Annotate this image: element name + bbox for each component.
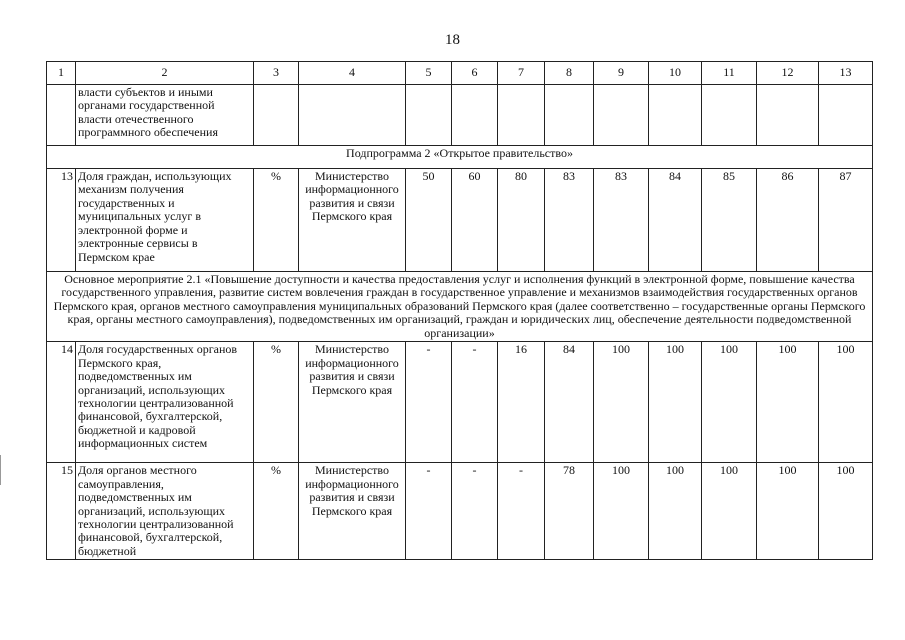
header-col-2: 2	[76, 62, 254, 85]
indicators-table	[46, 61, 873, 560]
value-cell: 100	[649, 342, 702, 463]
value-cell: 100	[594, 342, 649, 463]
indicator-name: власти субъектов и иными органами государственной власти отечественного программного обеспечения	[76, 85, 254, 146]
header-col-10: 10	[649, 62, 702, 85]
value-cell: 84	[545, 342, 594, 463]
main-event-title: Основное мероприятие 2.1 «Повышение доступности и качества предоставления услуг и исполнения функций в электронной форме, повышение качества государственного управления, развитие систем вовлечения граждан в государственное управление и механизмов взаимодействия государственных органов Пермского края, органов местного самоуправления муниципальных образований Пермского края (далее соответственно – государственные органы Пермского края, органы местного самоуправления), подведомственных им организаций, граждан и юридических лиц, обеспечение деятельности подведомственной организации»	[47, 272, 873, 342]
value-cell: 16	[498, 342, 545, 463]
value-cell: 100	[757, 463, 819, 560]
header-col-12: 12	[757, 62, 819, 85]
header-col-3: 3	[254, 62, 299, 85]
value-cell: 100	[702, 342, 757, 463]
row-number: 14	[47, 342, 76, 463]
header-col-5: 5	[406, 62, 452, 85]
executor-cell: Министерство информационного развития и связи Пермского края	[299, 463, 406, 560]
main-event-row	[47, 272, 873, 342]
value-cell: 83	[545, 169, 594, 272]
value-cell: 100	[594, 463, 649, 560]
header-col-6: 6	[452, 62, 498, 85]
table-row	[47, 169, 873, 272]
page-number: 18	[445, 32, 460, 48]
value-cell: 84	[649, 169, 702, 272]
value-cell: 85	[702, 169, 757, 272]
table-row	[47, 342, 873, 463]
scan-edge-mark	[0, 455, 1, 485]
header-col-7: 7	[498, 62, 545, 85]
indicator-name: Доля граждан, использующих механизм получения государственных и муниципальных услуг в электронной форме и электронные сервисы в Пермском крае	[76, 169, 254, 272]
row-number: 15	[47, 463, 76, 560]
value-cell: 78	[545, 463, 594, 560]
value-cell: -	[452, 342, 498, 463]
executor-cell: Министерство информационного развития и связи Пермского края	[299, 342, 406, 463]
header-col-8: 8	[545, 62, 594, 85]
value-cell: -	[452, 463, 498, 560]
value-cell: 100	[649, 463, 702, 560]
row-number: 13	[47, 169, 76, 272]
subprogram-title: Подпрограмма 2 «Открытое правительство»	[47, 146, 873, 169]
value-cell: 80	[498, 169, 545, 272]
value-cell: 100	[819, 342, 873, 463]
indicator-name: Доля государственных органов Пермского края, подведомственных им организаций, использующих технологии централизованной финансовой, бухгалтерской, бюджетной и кадровой информационных систем	[76, 342, 254, 463]
unit-cell: %	[254, 463, 299, 560]
value-cell: 87	[819, 169, 873, 272]
subprogram-row	[47, 146, 873, 169]
value-cell: 100	[702, 463, 757, 560]
header-col-13: 13	[819, 62, 873, 85]
header-col-9: 9	[594, 62, 649, 85]
table-header-row	[47, 62, 873, 85]
executor-cell: Министерство информационного развития и связи Пермского края	[299, 169, 406, 272]
value-cell: -	[498, 463, 545, 560]
header-col-4: 4	[299, 62, 406, 85]
unit-cell: %	[254, 169, 299, 272]
value-cell: 60	[452, 169, 498, 272]
value-cell: 100	[757, 342, 819, 463]
table-row	[47, 463, 873, 560]
table-row-continued	[47, 85, 873, 146]
value-cell: 83	[594, 169, 649, 272]
header-col-11: 11	[702, 62, 757, 85]
value-cell: -	[406, 463, 452, 560]
indicator-name: Доля органов местного самоуправления, подведомственных им организаций, использующих технологии централизованной финансовой, бухгалтерской, бюджетной	[76, 463, 254, 560]
value-cell: -	[406, 342, 452, 463]
unit-cell: %	[254, 342, 299, 463]
value-cell: 86	[757, 169, 819, 272]
value-cell: 100	[819, 463, 873, 560]
value-cell: 50	[406, 169, 452, 272]
header-col-1: 1	[47, 62, 76, 85]
